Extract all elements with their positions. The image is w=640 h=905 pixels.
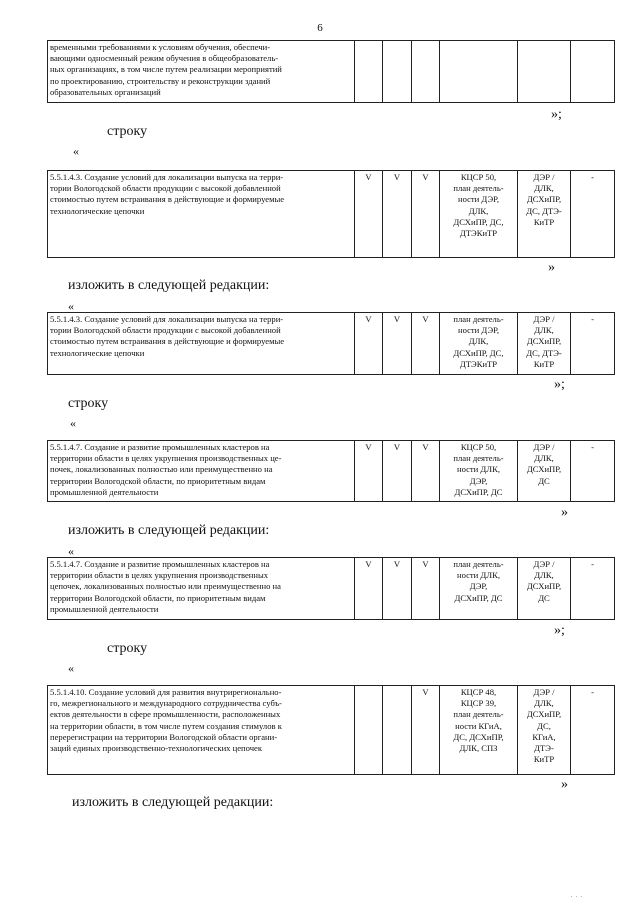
description-line: территории области в целях укрупнения производственных xyxy=(50,570,269,581)
mark-cell-2 xyxy=(383,41,412,103)
description-line: 5.5.1.4.7. Создание и развитие промышленных кластеров на xyxy=(50,559,270,569)
close-quote: »; xyxy=(554,623,565,638)
executor-line: ДЛК, xyxy=(534,453,554,464)
funding-source-cell xyxy=(440,171,518,258)
description-line: на территории области, в том числе путем создания стимулов к xyxy=(50,720,282,731)
funding-source-line: ДС, ДСХиПР, xyxy=(453,731,504,742)
funding-source-line: ДСХиПР, ДС, xyxy=(453,216,504,227)
description-line: технологические цепочки xyxy=(50,347,145,358)
close-quote: » xyxy=(561,777,568,792)
table-row xyxy=(47,685,615,775)
funding-source-line: план деятель- xyxy=(453,559,504,569)
mark-cell-3: V xyxy=(412,313,440,375)
dash-cell: - xyxy=(571,171,615,258)
mark-cell-1: V xyxy=(355,171,383,258)
description-line: 5.5.1.4.3. Создание условий для локализации выпуска на терри- xyxy=(50,314,284,324)
open-quote: « xyxy=(68,544,74,558)
description-line: территории области в целях укрупнения производственных це- xyxy=(50,453,282,464)
funding-source-line: план деятель- xyxy=(453,183,504,194)
table-row xyxy=(47,40,615,103)
mark-cell-2: V xyxy=(383,313,412,375)
executor-line: КиТР xyxy=(533,358,555,369)
close-quote: » xyxy=(548,260,555,275)
funding-source-cell xyxy=(440,313,518,375)
row-description xyxy=(48,441,355,502)
table-row xyxy=(47,170,615,258)
mark-cell-3: V xyxy=(412,171,440,258)
funding-source-line: план деятель- xyxy=(453,453,504,464)
executor-line: ДЭР / xyxy=(533,442,555,452)
executor-line: ДЭР / xyxy=(533,314,555,324)
executor-line: ДЭР / xyxy=(533,172,555,182)
description-line: по проектированию, строительству и реконструкции зданий xyxy=(50,75,271,86)
funding-source-line: КЦСР 39, xyxy=(460,698,497,709)
funding-source-line: ДЛК, xyxy=(468,205,489,216)
executor-line: ДС, ДТЭ- xyxy=(526,205,562,216)
mark-cell-2: V xyxy=(383,171,412,258)
executor-line: КиТР xyxy=(533,216,555,227)
edit-heading: изложить в следующей редакции: xyxy=(68,278,270,293)
executor-cell xyxy=(518,686,571,775)
executor-cell xyxy=(518,441,571,502)
dash-cell: - xyxy=(571,441,615,502)
executor-line: ДЛК, xyxy=(534,325,554,336)
mark-cell-1: V xyxy=(355,558,383,620)
executor-line: КГиА, xyxy=(532,731,556,742)
mark-cell-2: V xyxy=(383,441,412,502)
funding-source-line: КЦСР 48, xyxy=(460,687,497,697)
funding-source-cell xyxy=(440,558,518,620)
executor-line: ДСХиПР, xyxy=(526,581,562,592)
executor-cell xyxy=(518,171,571,258)
funding-source-line: ДСХиПР, ДС xyxy=(454,592,503,603)
row-description xyxy=(48,313,355,375)
mark-cell-2 xyxy=(383,686,412,775)
funding-source-line: ДСХиПР, ДС, xyxy=(453,347,504,358)
executor-line: ДЛК, xyxy=(534,183,554,194)
mark-cell-3: V xyxy=(412,558,440,620)
mark-cell-1: V xyxy=(355,313,383,375)
mark-cell-3: V xyxy=(412,441,440,502)
mark-cell-1 xyxy=(355,41,383,103)
funding-source-line: ДЛК, xyxy=(468,336,489,347)
description-line: территории Вологодской области, по приоритетным видам xyxy=(50,475,266,486)
funding-source-line: ности ДЛК, xyxy=(457,570,500,581)
description-line: технологические цепочки xyxy=(50,205,145,216)
description-line: перерегистрации на территории Вологодской области органи- xyxy=(50,731,278,742)
executor-line: ДСХиПР, xyxy=(526,464,562,475)
funding-source-line: ности КГиА, xyxy=(455,720,502,731)
executor-cell xyxy=(518,41,571,103)
description-line: почек, локализованных полностью или преимущественно на xyxy=(50,464,273,475)
mark-cell-1 xyxy=(355,686,383,775)
executor-line: ДСХиПР, xyxy=(526,709,562,720)
close-quote: »; xyxy=(554,377,565,392)
executor-line: ДС, xyxy=(537,720,551,731)
row-description xyxy=(48,686,355,775)
mark-cell-3: V xyxy=(412,686,440,775)
funding-source-cell xyxy=(440,686,518,775)
description-line: цепочек, локализованных полностью или преимущественно на xyxy=(50,581,281,592)
description-line: 5.5.1.4.10. Создание условий для развития внутрирегионально- xyxy=(50,687,282,697)
table-row xyxy=(47,312,615,375)
funding-source-line: ДЭР, xyxy=(469,581,488,592)
edit-heading: изложить в следующей редакции: xyxy=(72,795,274,810)
description-line: заций единых производственно-технологических цепочек xyxy=(50,743,263,754)
executor-line: ДЛК, xyxy=(534,698,554,709)
funding-source-line: ДТЭКиТР xyxy=(459,228,498,239)
funding-source-line: ДЛК, СПЗ xyxy=(459,743,498,754)
table-row xyxy=(47,557,615,620)
executor-cell xyxy=(518,558,571,620)
description-line: стоимостью путем встраивания в действующие и формируемые xyxy=(50,194,285,205)
funding-source-line: ности ДЭР, xyxy=(457,194,500,205)
funding-source-cell xyxy=(440,441,518,502)
description-line: тории Вологодской области продукции с высокой добавленной xyxy=(50,325,281,336)
open-quote: « xyxy=(70,416,76,430)
description-line: 5.5.1.4.3. Создание условий для локализации выпуска на терри- xyxy=(50,172,284,182)
dash-cell xyxy=(571,41,615,103)
description-line: ектов деятельности в сфере промышленности, расположенных xyxy=(50,709,281,720)
table-row xyxy=(47,440,615,502)
section-word: строку xyxy=(68,396,109,411)
description-line: 5.5.1.4.7. Создание и развитие промышленных кластеров на xyxy=(50,442,270,452)
close-quote: »; xyxy=(551,107,562,122)
funding-source-line: план деятель- xyxy=(453,314,504,324)
page-number: 6 xyxy=(317,22,323,34)
mark-cell-3 xyxy=(412,41,440,103)
mark-cell-1: V xyxy=(355,441,383,502)
open-quote: « xyxy=(68,299,74,313)
section-word: строку xyxy=(107,124,148,139)
section-word: строку xyxy=(107,641,148,656)
description-line: го, межрегионального и международного сотрудничества субъ- xyxy=(50,698,282,709)
executor-line: ДСХиПР, xyxy=(526,336,562,347)
edit-heading: изложить в следующей редакции: xyxy=(68,523,270,538)
funding-source-line: план деятель- xyxy=(453,709,504,720)
description-line: ных организациях, в том числе путем реализации мероприятий xyxy=(50,64,282,75)
row-description xyxy=(48,41,355,103)
dash-cell: - xyxy=(571,313,615,375)
executor-line: ДТЭ- xyxy=(534,743,554,754)
executor-cell xyxy=(518,313,571,375)
close-quote: » xyxy=(561,505,568,520)
funding-source-cell xyxy=(440,41,518,103)
open-quote: « xyxy=(73,144,79,158)
footer-mark: . . . xyxy=(571,893,584,899)
description-line: тории Вологодской области продукции с высокой добавленной xyxy=(50,183,281,194)
open-quote: « xyxy=(68,661,74,675)
executor-line: ДС xyxy=(538,592,550,603)
row-description xyxy=(48,558,355,620)
funding-source-line: ДЭР, xyxy=(469,475,488,486)
description-line: промышленной деятельности xyxy=(50,603,159,614)
description-line: временными требованиями к условиям обучения, обеспечи- xyxy=(50,42,271,52)
executor-line: КиТР xyxy=(533,754,555,765)
funding-source-line: ности ДЛК, xyxy=(457,464,500,475)
executor-line: ДС xyxy=(538,475,550,486)
description-line: образовательных организаций xyxy=(50,86,161,97)
funding-source-line: КЦСР 50, xyxy=(460,172,497,182)
funding-source-line: ДСХиПР, ДС xyxy=(454,486,503,497)
mark-cell-2: V xyxy=(383,558,412,620)
funding-source-line: ности ДЭР, xyxy=(457,325,500,336)
funding-source-line: КЦСР 50, xyxy=(460,442,497,452)
dash-cell: - xyxy=(571,686,615,775)
row-description xyxy=(48,171,355,258)
executor-line: ДС, ДТЭ- xyxy=(526,347,562,358)
dash-cell: - xyxy=(571,558,615,620)
executor-line: ДЭР / xyxy=(533,687,555,697)
description-line: стоимостью путем встраивания в действующие и формируемые xyxy=(50,336,285,347)
description-line: промышленной деятельности xyxy=(50,486,159,497)
funding-source-line: ДТЭКиТР xyxy=(459,358,498,369)
description-line: вающими односменный режим обучения в общеобразователь- xyxy=(50,53,279,64)
description-line: территории Вологодской области, по приоритетным видам xyxy=(50,592,266,603)
executor-line: ДЛК, xyxy=(534,570,554,581)
executor-line: ДСХиПР, xyxy=(526,194,562,205)
executor-line: ДЭР / xyxy=(533,559,555,569)
